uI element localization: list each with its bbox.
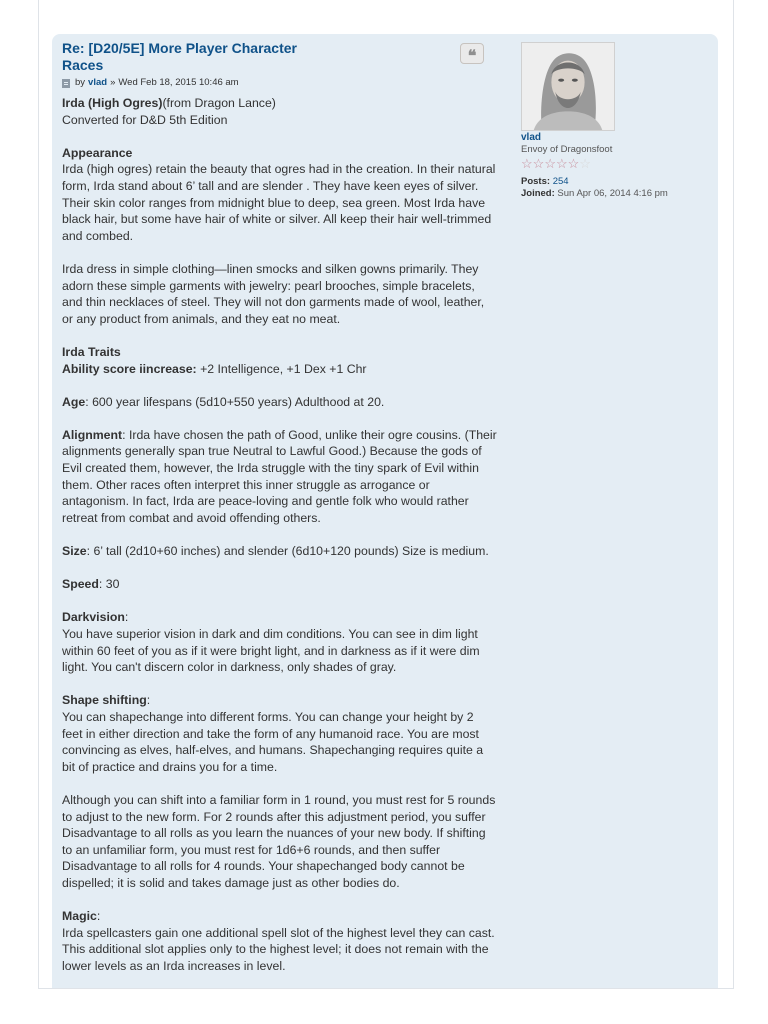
alignment-text: : Irda have chosen the path of Good, unlike their ogre cousins. (Their alignments generally span true Neutral to Lawful Good.) Because the gods of Evil created them, however, the Irda struggle with the tiny spark of Evil within them. Other races often interpret this inner struggle as arrogance or antagonism. In fact, Irda are peace-loving and gentle folk who would rather retreat from combat and avoid offending others. (62, 427, 497, 525)
post-content (62, 95, 497, 974)
size-label: Size (62, 544, 87, 559)
joined-row (521, 188, 711, 200)
posts-label: Posts: (521, 176, 551, 187)
ability-text: +2 Intelligence, +1 Dex +1 Chr (196, 361, 367, 376)
profile-stats (521, 176, 711, 199)
avatar[interactable] (521, 42, 615, 131)
posts-count-link[interactable]: 254 (552, 176, 569, 187)
dress-paragraph (62, 261, 497, 327)
age-label: Age (62, 394, 86, 409)
appearance-section (62, 145, 497, 245)
rank-star-icon: ☆ (555, 156, 568, 171)
rank-star-icon: ☆ (532, 156, 545, 171)
byline-separator: » (110, 77, 116, 88)
magic-label: Magic (62, 909, 97, 924)
profile-username[interactable]: vlad (521, 132, 542, 143)
race-heading (62, 95, 497, 128)
forum-post (52, 34, 718, 988)
speed-section (62, 576, 497, 593)
magic-colon: : (96, 909, 101, 924)
post-body (62, 40, 497, 988)
appearance-text: Irda (high ogres) retain the beauty that ogres had in the creation. In their natural form, Irda stand about 6’ tall and are slender . They have keen eyes of silver. Their skin color ranges from midnight blue to deep, sea green. Most Irda have black hair, but some have hair of white or silver. All keep their hair well-trimmed and combed. (62, 162, 496, 243)
magic-section (62, 908, 497, 974)
shape-text: You can shapechange into different forms. You can change your height by 2 feet in either direction and take the form of any humanoid race. You are most convincing as elves, half-elves, and humans. Shapechanging requires quite a bit of practice and drains you for a time. (62, 709, 484, 774)
shape-label: Shape shifting (62, 693, 147, 708)
speed-text: : 30 (98, 577, 120, 592)
posts-row (521, 176, 711, 188)
alignment-label: Alignment (62, 427, 123, 442)
joined-date: Sun Apr 06, 2014 4:16 pm (557, 187, 668, 199)
dress-text: Irda dress in simple clothing—linen smocks and silken gowns primarily. They adorn these simple garments with jewelry: pearl brooches, simple bracelets, and thin necklaces of steel. They will not don garments made of wool, leather, or any product from animals, and they eat no meat. (62, 261, 485, 326)
post-title[interactable]: Re: [D20/5E] More Player Character Races (62, 40, 297, 73)
rank-star-icon: ☆ (567, 156, 580, 171)
converted-note: Converted for D&D 5th Edition (62, 112, 228, 127)
darkvision-text: You have superior vision in dark and dim conditions. You can see in dim light within 60 feet of you as if it were bright light, and in darkness as if it were dim light. You can't discern color in darkness, only shades of gray. (62, 627, 480, 675)
magic-text: Irda spellcasters gain one additional spell slot of the highest level they can cast. This additional slot applies only to the highest level; it does not remain with the lower levels as an Irda increases in level. (62, 925, 495, 973)
race-source: (from Dragon Lance) (162, 96, 276, 110)
ability-label: Ability score iincrease: (62, 361, 197, 376)
traits-section (62, 344, 497, 377)
post-byline (62, 77, 497, 89)
speed-label: Speed (62, 577, 99, 592)
byline-by: by (75, 77, 86, 88)
rank-star-icon: ☆ (544, 156, 556, 171)
document-icon[interactable] (62, 79, 70, 88)
alignment-section (62, 427, 497, 527)
shift-paragraph (62, 792, 497, 892)
rank-stars (521, 157, 711, 170)
darkvision-colon: : (124, 610, 129, 625)
size-text: : 6’ tall (2d10+60 inches) and slender (6d10+120 pounds) Size is medium. (86, 544, 489, 559)
poster-profile (521, 42, 711, 199)
quote-icon: ❝ (467, 46, 477, 65)
age-section (62, 394, 497, 411)
appearance-label: Appearance (62, 145, 133, 160)
profile-rank: Envoy of Dragonsfoot (521, 143, 613, 155)
darkvision-section (62, 609, 497, 675)
darkvision-label: Darkvision (62, 610, 125, 625)
traits-label: Irda Traits (62, 344, 121, 359)
author-link[interactable]: vlad (88, 77, 108, 88)
rank-star-icon: ☆ (521, 156, 533, 171)
post-date: Wed Feb 18, 2015 10:46 am (118, 77, 239, 88)
shift-text: Although you can shift into a familiar form in 1 round, you must rest for 5 rounds to adjust to the new form. For 2 rounds after this adjustment period, you suffer Disadvantage to all rolls as you learn the nuances of your new body. If shifting to an unfamiliar form, you must rest for 1d6+6 rounds, and then suffer Disadvantage to all rolls for 4 rounds. Your shapechanged body cannot be dispelled; it is solid and takes damage just as other bodies do. (62, 792, 496, 890)
quote-button[interactable] (460, 43, 484, 64)
shape-colon: : (146, 693, 151, 708)
shape-section (62, 692, 497, 775)
size-section (62, 543, 497, 560)
rank-star-empty-icon: ☆ (579, 156, 591, 171)
race-name: Irda (High Ogres) (62, 96, 163, 110)
joined-label: Joined: (521, 187, 555, 199)
age-text: : 600 year lifespans (5d10+550 years) Adulthood at 20. (85, 394, 385, 409)
